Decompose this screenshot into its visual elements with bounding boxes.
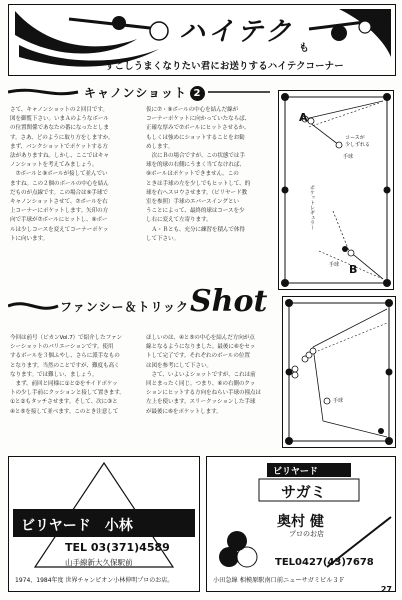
cannon-shot-diagram xyxy=(278,90,394,290)
fancy-cue-ball-label: 手球 xyxy=(333,398,344,404)
section2-title-shot: Shot xyxy=(190,284,268,319)
fancy-ball-6 xyxy=(378,428,384,434)
header-subtitle: すこしうまくなりたい君にお送りするハイテクコーナー xyxy=(105,61,344,72)
ad-kobayashi-name: ビリヤード 小林 xyxy=(21,518,133,534)
section1-column-1: さて、キャノンショットの２回目です。 図を御覧下さい。いまＡのようなボール の位置関係であなたの番になったとしま す。さあ、どのように取り方をしますか。 まず、バンクショットでポケットする方 法がありますね。しかし、ここではキャ ノンショットを考えてみましょう。 ⑦ボールと⑨ボールが接して並んでい ますね。この２個のボールの中心を結ん だものが点線です。この場合は⑨手球で キャノンショットさせて、⑦ボールを右 上コーナーにポケットします。矢印の方 向で手球が⑦ボールにヒットし、⑨ボー ルは少しコースを変えてコーナーポケッ トに向います。 xyxy=(10,107,114,242)
ad-kobayashi xyxy=(8,456,200,592)
ad-sagami-tel: TEL0427(43)7678 xyxy=(275,557,374,568)
diagram-pocket-line: ポケットレギュラー xyxy=(309,185,315,230)
header-banner xyxy=(8,4,396,76)
fancy-shot-diagram xyxy=(282,296,396,448)
diagram-label-a: A xyxy=(299,111,308,124)
cannon-ball-b xyxy=(342,246,348,252)
fancy-ball-5 xyxy=(310,348,316,354)
fancy-shot-table-svg xyxy=(283,297,395,447)
section2-title: ファンシー＆トリック xyxy=(60,300,189,314)
diagram-cue-ball-b: 手球 xyxy=(329,262,340,268)
section1-title-text: キャノンショット xyxy=(84,86,187,100)
section1-title xyxy=(84,84,205,101)
fancy-cue-ball xyxy=(324,398,330,404)
cannon-ball-b2 xyxy=(348,250,354,256)
cannon-cue-ball-a xyxy=(336,142,342,148)
section1-number-badge: 2 xyxy=(190,86,205,101)
fancy-ball-1 xyxy=(292,366,298,372)
diagram-cue-ball-a: 手球 xyxy=(343,154,354,160)
ad-sagami-owner-sub: プロのお店 xyxy=(289,530,324,538)
ad-sagami-name: サガミ xyxy=(281,483,326,501)
diagram-label-b: B xyxy=(349,263,358,276)
fancy-ball-2 xyxy=(292,372,298,378)
section2-column-2: ほしいのは、④と⑤の中心を結んだ方向が点 線となるようになりました。最後に⑥をセッ トして完了です。それぞれのボールの位置 は図を参考にして下さい。 さて、いよいよショットですが、これは前 回とまったく同じ。つまり、⑥の右側のクッ ションにヒットする方向をねらい手球の撞点は 左上を使います。スリークッションした手球 が最後に⑥をポケットします。 xyxy=(146,335,261,415)
ad-sagami-owner: 奥村 健 xyxy=(277,514,324,530)
ad-kobayashi-tel: TEL 03(371)4589 xyxy=(65,541,170,554)
ad-kobayashi-note: 1974、1984年度 世界チャンピオン小林伸明プロのお店。 xyxy=(15,577,174,584)
header-mo: も xyxy=(299,43,309,54)
ad-sagami-address: 小田急線 相模原駅南口前ニューサガミビル３Ｆ xyxy=(213,577,345,584)
ad-sagami xyxy=(206,456,396,592)
cannon-ball-9-a xyxy=(308,118,314,124)
header-title: ハイテク xyxy=(179,17,294,47)
page-number: 27 xyxy=(380,585,392,594)
cannon-shot-table-svg xyxy=(279,91,393,289)
section2-column-1: 今回は前号（ビカンVol.7）で紹介したファン シーショットのバリエーションです。使用 するボールを３個ふやし、さらに派手なもの となります。当然のことですが、難度も高く なります。では難しい、ましょう。 まず、前回と同様に①と②をサイドポケッ トの少し手前にクッションと接して置きます。 ①と②もタッチさせます。そして、次に③と ④と⑤を接して並べます。このとき注意して xyxy=(10,335,125,415)
ad-kobayashi-station: 山手線新大久保駅前 xyxy=(65,558,133,567)
section1-column-2: 仮に⑦・⑨ボールの中心を結んだ線が コーナーポケットに向かっていたならば、 正確な厚みで⑦ボールにヒットさせるか、 もしくは強めにショットすることをお勧 めします。 次にＢの場合ですが、この状態では手 球を的球の右側にうまく当てなければ、 ⑨ボールはポケットできません。この ときは手球の左を少しでもヒットして、的 球を右へスロウさせます。（ビリヤード教 室を参照）手球のエバースイングとい うことによって、最終的球はコースを少 し右に変えて左寄ります。 Ａ・Ｂとも、充分に練習を積んで体得 して下さい。 xyxy=(146,107,251,242)
diagram-course-note: コースが 少しずれる xyxy=(345,135,371,148)
ad-sagami-category: ビリヤード xyxy=(273,467,318,477)
